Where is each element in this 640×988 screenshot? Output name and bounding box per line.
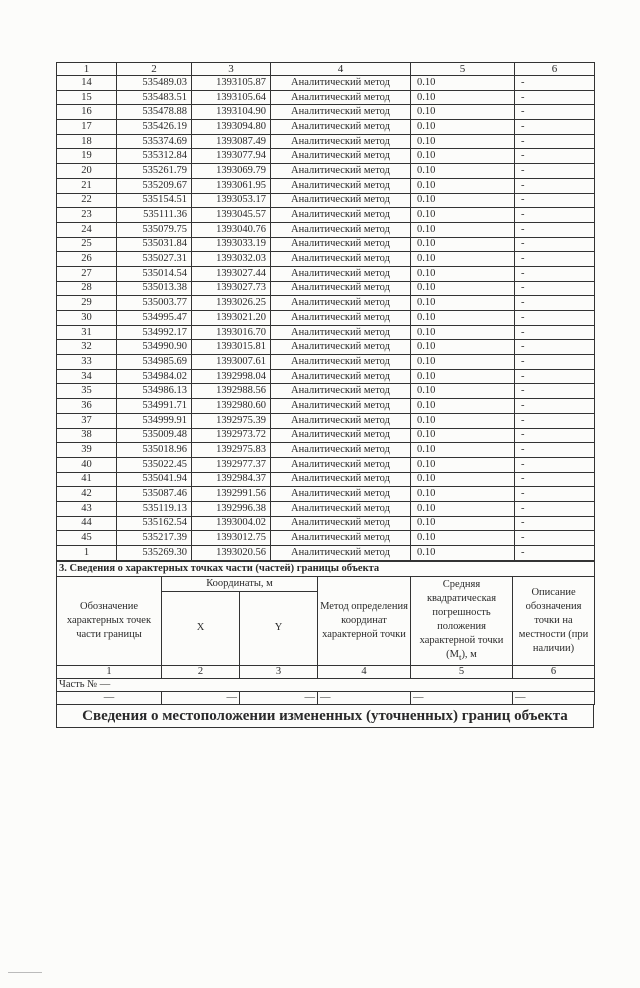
table-cell: 0.10	[411, 311, 515, 326]
table-cell: Аналитический метод	[271, 457, 411, 472]
table-cell: 0.10	[411, 325, 515, 340]
empty-cell: —	[162, 691, 240, 704]
section3-title: 3. Сведения о характерных точках части (частей) границы объекта	[57, 561, 595, 576]
error-header-text: Средняя квадратическая погрешность положения характерной точки (M	[419, 578, 504, 660]
section3-number-row	[57, 665, 595, 678]
column-number: 4	[271, 63, 411, 76]
table-cell: 14	[57, 76, 117, 91]
table-row	[57, 443, 595, 458]
table-cell: 0.10	[411, 120, 515, 135]
table-cell: -	[515, 296, 595, 311]
table-cell: 0.10	[411, 134, 515, 149]
table-cell: Аналитический метод	[271, 428, 411, 443]
table-cell: 33	[57, 355, 117, 370]
table-cell: 21	[57, 178, 117, 193]
table-cell: 0.10	[411, 531, 515, 546]
table-cell: -	[515, 90, 595, 105]
table-cell: 0.10	[411, 252, 515, 267]
table-cell: Аналитический метод	[271, 399, 411, 414]
table-cell: 535013.38	[117, 281, 192, 296]
method-header: Метод определения координат характерной точки	[318, 576, 411, 665]
table-row	[57, 252, 595, 267]
table-cell: 0.10	[411, 457, 515, 472]
table-cell: 0.10	[411, 164, 515, 179]
table-row	[57, 531, 595, 546]
table-row	[57, 340, 595, 355]
table-cell: 1392984.37	[192, 472, 271, 487]
table-cell: -	[515, 531, 595, 546]
table-cell: 534986.13	[117, 384, 192, 399]
table-cell: 535261.79	[117, 164, 192, 179]
table-cell: Аналитический метод	[271, 134, 411, 149]
table-cell: 1393016.70	[192, 325, 271, 340]
table-cell: 1393004.02	[192, 516, 271, 531]
table-cell: 535478.88	[117, 105, 192, 120]
table-cell: 535217.39	[117, 531, 192, 546]
table-cell: Аналитический метод	[271, 252, 411, 267]
table-cell: 1393020.56	[192, 546, 271, 561]
table-row	[57, 384, 595, 399]
table-cell: 535312.84	[117, 149, 192, 164]
empty-cell: —	[411, 691, 513, 704]
table-cell: Аналитический метод	[271, 340, 411, 355]
table-cell: -	[515, 149, 595, 164]
table-cell: -	[515, 237, 595, 252]
table-row	[57, 149, 595, 164]
table-cell: -	[515, 222, 595, 237]
table-cell: Аналитический метод	[271, 311, 411, 326]
section3-header-row	[57, 576, 595, 591]
table-cell: 1393015.81	[192, 340, 271, 355]
table-cell: 30	[57, 311, 117, 326]
table-cell: 1393007.61	[192, 355, 271, 370]
table-row	[57, 311, 595, 326]
table-cell: 1393027.73	[192, 281, 271, 296]
empty-cell: —	[513, 691, 595, 704]
table-cell: 0.10	[411, 355, 515, 370]
table-cell: 1393105.64	[192, 90, 271, 105]
table-cell: 0.10	[411, 222, 515, 237]
table-cell: 1393045.57	[192, 208, 271, 223]
section3-empty-row	[57, 691, 595, 704]
column-number: 6	[513, 665, 595, 678]
column-number: 4	[318, 665, 411, 678]
table-cell: 535374.69	[117, 134, 192, 149]
table-cell: -	[515, 105, 595, 120]
table-cell: 1393105.87	[192, 76, 271, 91]
table-cell: 534985.69	[117, 355, 192, 370]
table-cell: 0.10	[411, 369, 515, 384]
table-cell: 31	[57, 325, 117, 340]
table-cell: 1393087.49	[192, 134, 271, 149]
table-cell: 1393033.19	[192, 237, 271, 252]
table-cell: 1393021.20	[192, 311, 271, 326]
table-cell: 20	[57, 164, 117, 179]
table-cell: 534990.90	[117, 340, 192, 355]
table-cell: 1393104.90	[192, 105, 271, 120]
table-cell: -	[515, 252, 595, 267]
table-cell: 0.10	[411, 428, 515, 443]
table-cell: -	[515, 413, 595, 428]
table-cell: 0.10	[411, 487, 515, 502]
table-cell: Аналитический метод	[271, 501, 411, 516]
table-cell: 1392973.72	[192, 428, 271, 443]
table-cell: 535426.19	[117, 120, 192, 135]
table-cell: Аналитический метод	[271, 472, 411, 487]
table-cell: 534991.71	[117, 399, 192, 414]
table-cell: 1393032.03	[192, 252, 271, 267]
table-cell: 27	[57, 266, 117, 281]
table-cell: -	[515, 487, 595, 502]
table-cell: 535489.03	[117, 76, 192, 91]
table-cell: 535009.48	[117, 428, 192, 443]
table-cell: 0.10	[411, 90, 515, 105]
coordinates-header: Координаты, м	[162, 576, 318, 591]
table-cell: Аналитический метод	[271, 296, 411, 311]
table-row	[57, 76, 595, 91]
table-cell: 535022.45	[117, 457, 192, 472]
table-cell: 0.10	[411, 472, 515, 487]
table-cell: Аналитический метод	[271, 516, 411, 531]
table-cell: -	[515, 178, 595, 193]
table-row	[57, 457, 595, 472]
table-cell: 1393094.80	[192, 120, 271, 135]
part-label: Часть № —	[57, 678, 595, 691]
table-cell: 1392991.56	[192, 487, 271, 502]
table-cell: 44	[57, 516, 117, 531]
column-number: 5	[411, 665, 513, 678]
table-cell: Аналитический метод	[271, 281, 411, 296]
point-designation-header: Обозначение характерных точек части границы	[57, 576, 162, 665]
column-number: 1	[57, 665, 162, 678]
table-cell: 535027.31	[117, 252, 192, 267]
error-header-unit: ), м	[461, 648, 477, 660]
table-cell: -	[515, 266, 595, 281]
table-cell: 22	[57, 193, 117, 208]
table-cell: 25	[57, 237, 117, 252]
y-header: Y	[240, 591, 318, 665]
table-row	[57, 501, 595, 516]
table-cell: 26	[57, 252, 117, 267]
document-sheet	[56, 62, 594, 728]
coordinates-table	[56, 62, 595, 561]
table-cell: 534995.47	[117, 311, 192, 326]
column-number: 5	[411, 63, 515, 76]
section3-table	[56, 561, 595, 705]
table-row	[57, 487, 595, 502]
table-cell: Аналитический метод	[271, 531, 411, 546]
table-cell: -	[515, 340, 595, 355]
table-cell: 535162.54	[117, 516, 192, 531]
table-cell: 39	[57, 443, 117, 458]
table-cell: 15	[57, 90, 117, 105]
table-cell: 34	[57, 369, 117, 384]
table-cell: -	[515, 369, 595, 384]
column-number: 3	[192, 63, 271, 76]
section4-title: Сведения о местоположении измененных (уточненных) границ объекта	[56, 705, 594, 728]
table-row	[57, 355, 595, 370]
table-cell: 535483.51	[117, 90, 192, 105]
table-cell: Аналитический метод	[271, 120, 411, 135]
table-cell: 45	[57, 531, 117, 546]
table-cell: 42	[57, 487, 117, 502]
table-cell: 32	[57, 340, 117, 355]
table-cell: 535111.36	[117, 208, 192, 223]
table-cell: 0.10	[411, 237, 515, 252]
table-cell: 0.10	[411, 266, 515, 281]
table-row	[57, 134, 595, 149]
table-cell: 18	[57, 134, 117, 149]
table-row	[57, 164, 595, 179]
table-row	[57, 222, 595, 237]
table-cell: 0.10	[411, 193, 515, 208]
column-number: 2	[162, 665, 240, 678]
table-cell: 36	[57, 399, 117, 414]
table-cell: -	[515, 384, 595, 399]
table-cell: 1392998.04	[192, 369, 271, 384]
table-cell: 1393069.79	[192, 164, 271, 179]
table-row	[57, 399, 595, 414]
table-cell: 0.10	[411, 340, 515, 355]
table-row	[57, 296, 595, 311]
table-cell: 0.10	[411, 76, 515, 91]
table-cell: 535031.84	[117, 237, 192, 252]
table-cell: 1392975.83	[192, 443, 271, 458]
table-cell: 1	[57, 546, 117, 561]
table-cell: -	[515, 501, 595, 516]
table-cell: 19	[57, 149, 117, 164]
table-cell: 0.10	[411, 516, 515, 531]
table-cell: Аналитический метод	[271, 178, 411, 193]
table-cell: 535119.13	[117, 501, 192, 516]
table-cell: 534999.91	[117, 413, 192, 428]
table-cell: 0.10	[411, 443, 515, 458]
table-cell: 535018.96	[117, 443, 192, 458]
table-cell: 0.10	[411, 208, 515, 223]
table-row	[57, 120, 595, 135]
table-cell: Аналитический метод	[271, 325, 411, 340]
table-cell: 1392980.60	[192, 399, 271, 414]
x-header: X	[162, 591, 240, 665]
table-cell: 23	[57, 208, 117, 223]
table-cell: -	[515, 281, 595, 296]
table-cell: 35	[57, 384, 117, 399]
table-cell: Аналитический метод	[271, 384, 411, 399]
table-cell: 29	[57, 296, 117, 311]
table-cell: -	[515, 164, 595, 179]
table-cell: -	[515, 516, 595, 531]
table-row	[57, 237, 595, 252]
table-cell: 0.10	[411, 281, 515, 296]
table-row	[57, 90, 595, 105]
table-cell: 535041.94	[117, 472, 192, 487]
table-cell: -	[515, 134, 595, 149]
table-row	[57, 472, 595, 487]
description-header: Описание обозначения точки на местности (при наличии)	[513, 576, 595, 665]
table-cell: -	[515, 311, 595, 326]
table-cell: 0.10	[411, 105, 515, 120]
empty-cell: —	[57, 691, 162, 704]
table-cell: 16	[57, 105, 117, 120]
table-header-row	[57, 63, 595, 76]
table-cell: 43	[57, 501, 117, 516]
table-cell: 0.10	[411, 296, 515, 311]
table-cell: 1393026.25	[192, 296, 271, 311]
table-cell: -	[515, 457, 595, 472]
table-cell: -	[515, 193, 595, 208]
table-cell: -	[515, 399, 595, 414]
table-cell: 535014.54	[117, 266, 192, 281]
table-cell: 535003.77	[117, 296, 192, 311]
table-cell: -	[515, 325, 595, 340]
table-row	[57, 428, 595, 443]
table-cell: Аналитический метод	[271, 355, 411, 370]
table-cell: Аналитический метод	[271, 413, 411, 428]
table-cell: -	[515, 120, 595, 135]
table-cell: 1393027.44	[192, 266, 271, 281]
table-cell: Аналитический метод	[271, 369, 411, 384]
table-cell: 38	[57, 428, 117, 443]
table-row	[57, 178, 595, 193]
table-cell: 0.10	[411, 413, 515, 428]
table-cell: -	[515, 355, 595, 370]
table-cell: 1392975.39	[192, 413, 271, 428]
table-cell: Аналитический метод	[271, 443, 411, 458]
empty-cell: —	[318, 691, 411, 704]
table-cell: 1393077.94	[192, 149, 271, 164]
table-cell: 40	[57, 457, 117, 472]
section3-title-row	[57, 561, 595, 576]
table-cell: 17	[57, 120, 117, 135]
table-row	[57, 266, 595, 281]
error-header-subscript: t	[459, 651, 462, 662]
table-cell: 28	[57, 281, 117, 296]
table-cell: -	[515, 428, 595, 443]
table-cell: Аналитический метод	[271, 222, 411, 237]
table-cell: Аналитический метод	[271, 266, 411, 281]
empty-cell: —	[240, 691, 318, 704]
table-cell: 1393012.75	[192, 531, 271, 546]
table-row	[57, 281, 595, 296]
table-cell: 0.10	[411, 384, 515, 399]
table-cell: Аналитический метод	[271, 487, 411, 502]
table-cell: -	[515, 208, 595, 223]
table-cell: 535269.30	[117, 546, 192, 561]
table-cell: -	[515, 443, 595, 458]
table-cell: 0.10	[411, 399, 515, 414]
table-cell: Аналитический метод	[271, 193, 411, 208]
table-cell: 1392996.38	[192, 501, 271, 516]
table-cell: 1392977.37	[192, 457, 271, 472]
table-row	[57, 546, 595, 561]
table-cell: Аналитический метод	[271, 105, 411, 120]
table-cell: Аналитический метод	[271, 208, 411, 223]
table-cell: 535209.67	[117, 178, 192, 193]
table-cell: 0.10	[411, 149, 515, 164]
table-cell: 535154.51	[117, 193, 192, 208]
section3-part-row	[57, 678, 595, 691]
table-cell: Аналитический метод	[271, 76, 411, 91]
table-cell: 41	[57, 472, 117, 487]
table-cell: 534992.17	[117, 325, 192, 340]
table-cell: -	[515, 76, 595, 91]
page-edge-mark	[8, 972, 42, 973]
table-cell: 1392988.56	[192, 384, 271, 399]
table-cell: 0.10	[411, 546, 515, 561]
column-number: 1	[57, 63, 117, 76]
table-cell: 0.10	[411, 501, 515, 516]
table-row	[57, 193, 595, 208]
table-cell: 37	[57, 413, 117, 428]
column-number: 3	[240, 665, 318, 678]
table-cell: Аналитический метод	[271, 164, 411, 179]
table-cell: Аналитический метод	[271, 149, 411, 164]
table-cell: Аналитический метод	[271, 546, 411, 561]
column-number: 2	[117, 63, 192, 76]
table-cell: -	[515, 472, 595, 487]
table-cell: 535079.75	[117, 222, 192, 237]
table-cell: 1393061.95	[192, 178, 271, 193]
table-row	[57, 369, 595, 384]
table-cell: 534984.02	[117, 369, 192, 384]
table-row	[57, 413, 595, 428]
error-header	[411, 576, 513, 665]
table-row	[57, 208, 595, 223]
table-cell: 1393053.17	[192, 193, 271, 208]
table-row	[57, 516, 595, 531]
column-number: 6	[515, 63, 595, 76]
table-cell: -	[515, 546, 595, 561]
table-cell: 24	[57, 222, 117, 237]
table-cell: 0.10	[411, 178, 515, 193]
table-cell: Аналитический метод	[271, 90, 411, 105]
table-row	[57, 105, 595, 120]
table-row	[57, 325, 595, 340]
table-cell: 1393040.76	[192, 222, 271, 237]
table-cell: 535087.46	[117, 487, 192, 502]
table-cell: Аналитический метод	[271, 237, 411, 252]
